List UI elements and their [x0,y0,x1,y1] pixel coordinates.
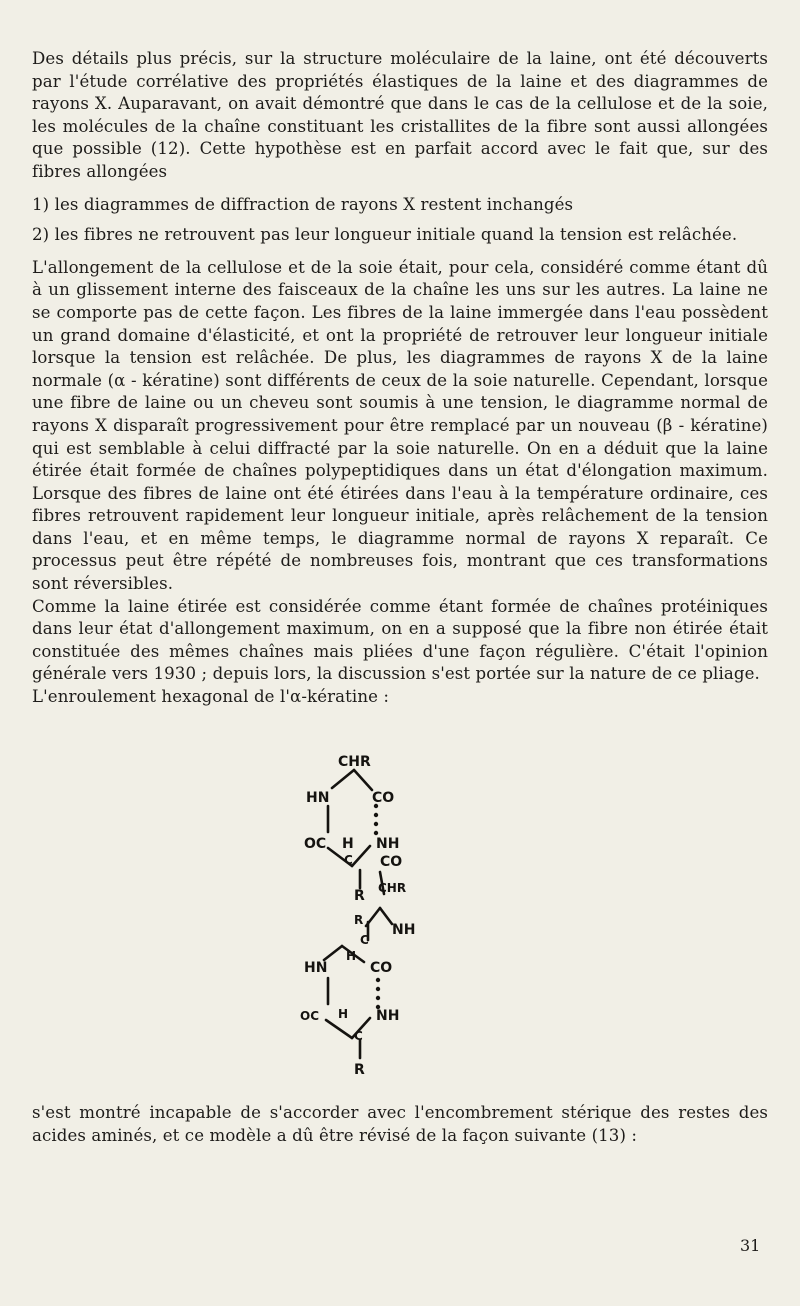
alpha-keratin-hexagonal-coil-diagram [280,748,480,1080]
paragraph-intro: Des détails plus précis, sur la structure moléculaire de la laine, ont été découverts par l'étude corrélative des propriétés élastiques de la laine et des diagrammes de rayons X. Auparavant, on avait démontré que dans le cas de la cellulose et de la soie, les molécules de la chaîne constituant les cristallites de la fibre sont aussi allongées que possible (12). Cette hypothèse est en parfait accord avec le fait que, sur des fibres allongées [32,49,768,181]
chemical-structure [280,748,480,1080]
oc-group-label: OC [300,1009,320,1023]
co-group-label: CO [380,854,403,870]
nh-group-label: NH [376,1008,400,1024]
hn-group-label: HN [304,960,328,976]
paragraph-folding: Comme la laine étirée est considérée comme étant formée de chaînes protéiniques dans leur état d'allongement maximum, on en a supposé que la fibre non étirée était constituée des mêmes chaînes mais pliées d'une façon régulière. C'était l'opinion générale vers 1930 ; depuis lors, la discussion s'est portée sur la nature de ce pliage. [32,596,768,684]
paragraph-revision: s'est montré incapable de s'accorder avec l'encombrement stérique des restes des acides aminés, et ce modèle a dû être révisé de la façon suivante (13) : [32,1103,768,1145]
page-body-continued [32,1102,768,1147]
page-number: 31 [740,1236,761,1255]
r-side-chain-label: R [354,913,364,927]
alpha-carbon-label: C [344,853,353,867]
nh-group-label: NH [376,836,400,852]
list-item-1: 1) les diagrammes de diffraction de rayons X restent inchangés [32,194,574,214]
oc-group-label: OC [304,836,327,852]
nh-group-label: NH [392,922,416,938]
alpha-carbon-label: C [354,1029,363,1043]
alpha-carbon-label: C [360,933,369,947]
chr-group-label: CHR [338,754,371,770]
r-side-chain-label: R [354,1062,365,1078]
list-item-2: 2) les fibres ne retrouvent pas leur longueur initiale quand la tension est relâchée. [32,225,738,245]
h-atom-label: H [346,949,357,963]
co-group-label: CO [372,790,395,806]
observation-list [32,194,768,247]
h-atom-label: H [338,1007,349,1021]
paragraph-hexagonal-heading: L'enroulement hexagonal de l'α-kératine : [32,687,390,707]
paragraph-elongation: L'allongement de la cellulose et de la soie était, pour cela, considéré comme étant dû à un glissement interne des faisceaux de la chaîne les uns sur les autres. La laine ne se comporte pas de cette façon. Les fibres de la laine immergée dans l'eau possèdent un grand domaine d'élasticité, et ont la propriété de retrouver leur longueur initiale lorsque la tension est relâchée. De plus, les diagrammes de rayons X de la laine normale (α - kératine) sont différents de ceux de la soie naturelle. Cependant, lorsque une fibre de laine ou un cheveu sont soumis à une tension, le diagramme normal de rayons X disparaît progressivement pour être remplacé par un nouveau (β - kératine) qui est semblable à celui diffracté par la soie naturelle. On en a déduit que la laine étirée était formée de chaînes polypeptidiques dans un état d'élongation maximum. Lorsque des fibres de laine ont été étirées dans l'eau à la température ordinaire, ces fibres retrouvent rapidement leur longueur initiale, après relâchement de la tension dans l'eau, et en même temps, le diagramme normal de rayons X reparaît. Ce processus peut être répété de nombreuses fois, montrant que ces transformations sont réversibles. [32,257,768,594]
chr-group-label: CHR [378,881,407,895]
page-body [32,48,768,709]
h-atom-label: H [342,836,354,852]
co-group-label: CO [370,960,393,976]
r-side-chain-label: R [354,888,365,904]
hn-group-label: HN [306,790,330,806]
